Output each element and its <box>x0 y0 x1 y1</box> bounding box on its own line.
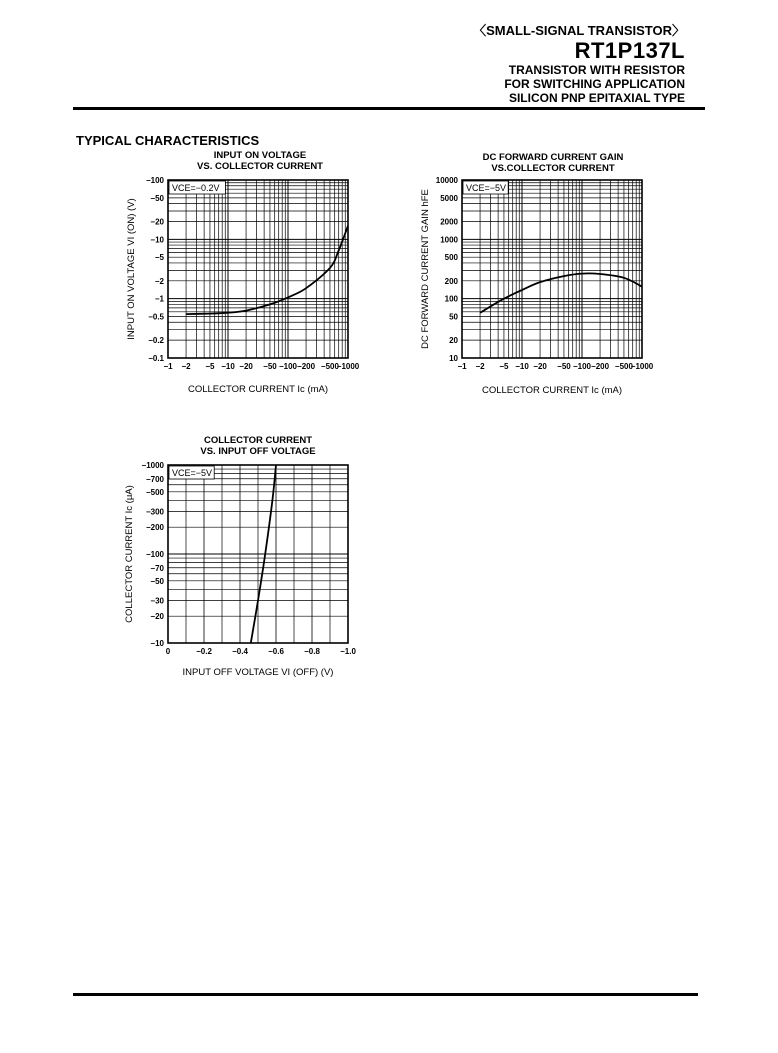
x-tick-label: −5 <box>205 362 215 371</box>
y-tick-label: −20 <box>150 217 164 227</box>
condition-annotation: VCE=−5V <box>466 183 507 193</box>
x-tick-label: −0.8 <box>304 647 320 656</box>
x-tick-label: 0 <box>165 647 171 656</box>
y-tick-label: −10 <box>150 639 164 648</box>
y-tick-label: −0.2 <box>148 336 164 346</box>
x-tick-label: −20 <box>533 362 547 371</box>
chart-title: VS.COLLECTOR CURRENT <box>491 163 615 174</box>
x-tick-label: −20 <box>239 362 253 371</box>
x-tick-label: −50 <box>557 362 571 371</box>
description-line-3: SILICON PNP EPITAXIAL TYPE <box>508 91 685 105</box>
chart-title: VS. INPUT OFF VOLTAGE <box>200 446 316 457</box>
section-title: TYPICAL CHARACTERISTICS <box>76 133 260 148</box>
x-tick-label: −0.6 <box>268 647 284 656</box>
x-axis-label: COLLECTOR CURRENT Ic (mA) <box>187 384 329 395</box>
y-tick-label: 10 <box>449 354 458 363</box>
x-tick-label: −500 <box>320 362 339 371</box>
y-tick-label: −500 <box>145 487 164 497</box>
chart-title: DC FORWARD CURRENT GAIN <box>482 152 624 163</box>
y-tick-label: 2000 <box>440 217 458 227</box>
x-tick-label: −0.4 <box>232 647 248 656</box>
x-tick-label: −100 <box>572 362 592 371</box>
x-tick-label: −2 <box>475 362 485 371</box>
y-tick-label: −100 <box>145 550 164 559</box>
category-label: 〈SMALL-SIGNAL TRANSISTOR〉 <box>473 23 685 38</box>
y-tick-label: 10000 <box>435 176 458 185</box>
x-tick-label: −2 <box>181 362 191 371</box>
y-tick-label: −1 <box>154 294 164 304</box>
x-tick-label: −10 <box>515 362 529 371</box>
y-axis-label: COLLECTOR CURRENT Ic (μA) <box>124 485 135 623</box>
condition-annotation: VCE=−5V <box>172 468 213 478</box>
y-tick-label: −300 <box>145 507 164 517</box>
chart-title: INPUT ON VOLTAGE <box>213 150 307 161</box>
y-axis-label: INPUT ON VOLTAGE VI (ON) (V) <box>126 198 137 340</box>
x-tick-label: −1 <box>457 362 467 371</box>
y-tick-label: −30 <box>150 596 164 606</box>
y-tick-label: −10 <box>150 235 164 245</box>
x-tick-label: −0.2 <box>196 647 212 656</box>
y-tick-label: 20 <box>449 336 458 346</box>
x-tick-label: −200 <box>297 362 316 371</box>
chart-title: VS. COLLECTOR CURRENT <box>197 161 323 172</box>
y-tick-label: −1000 <box>141 461 164 470</box>
y-tick-label: −50 <box>150 576 164 586</box>
x-axis-label: COLLECTOR CURRENT Ic (mA) <box>481 385 623 396</box>
condition-annotation: VCE=−0.2V <box>172 183 220 193</box>
x-axis-label: INPUT OFF VOLTAGE VI (OFF) (V) <box>182 667 334 678</box>
y-tick-label: 1000 <box>440 235 458 245</box>
y-tick-label: −0.5 <box>148 312 164 322</box>
x-tick-label: −200 <box>591 362 610 371</box>
y-tick-label: −50 <box>150 193 164 203</box>
y-tick-label: −70 <box>150 563 164 573</box>
x-tick-label: −10 <box>221 362 235 371</box>
x-tick-label: −500 <box>614 362 633 371</box>
y-tick-label: 200 <box>444 276 458 286</box>
y-tick-label: −100 <box>145 176 164 185</box>
part-number: RT1P137L <box>574 38 685 63</box>
x-tick-label: −1000 <box>336 362 360 371</box>
y-axis-label: DC FORWARD CURRENT GAIN hFE <box>420 189 431 349</box>
description-line-1: TRANSISTOR WITH RESISTOR <box>508 63 685 77</box>
y-tick-label: −0.1 <box>148 354 164 363</box>
bottom-rule <box>73 993 698 996</box>
y-tick-label: −2 <box>154 276 164 286</box>
x-tick-label: −50 <box>263 362 277 371</box>
x-tick-label: −1000 <box>630 362 654 371</box>
x-tick-label: −1 <box>163 362 173 371</box>
y-tick-label: −20 <box>150 612 164 622</box>
chart-title: COLLECTOR CURRENT <box>203 435 313 446</box>
y-tick-label: 500 <box>444 253 458 263</box>
y-tick-label: −200 <box>145 523 164 533</box>
y-tick-label: 100 <box>444 294 458 304</box>
grid <box>168 465 348 643</box>
y-tick-label: −700 <box>145 474 164 484</box>
y-tick-label: 5000 <box>440 193 458 203</box>
x-tick-label: −100 <box>278 362 298 371</box>
description-line-2: FOR SWITCHING APPLICATION <box>504 77 685 91</box>
x-tick-label: −5 <box>499 362 509 371</box>
y-tick-label: −5 <box>154 253 164 263</box>
y-tick-label: 50 <box>449 312 458 322</box>
x-tick-label: −1.0 <box>340 647 356 656</box>
